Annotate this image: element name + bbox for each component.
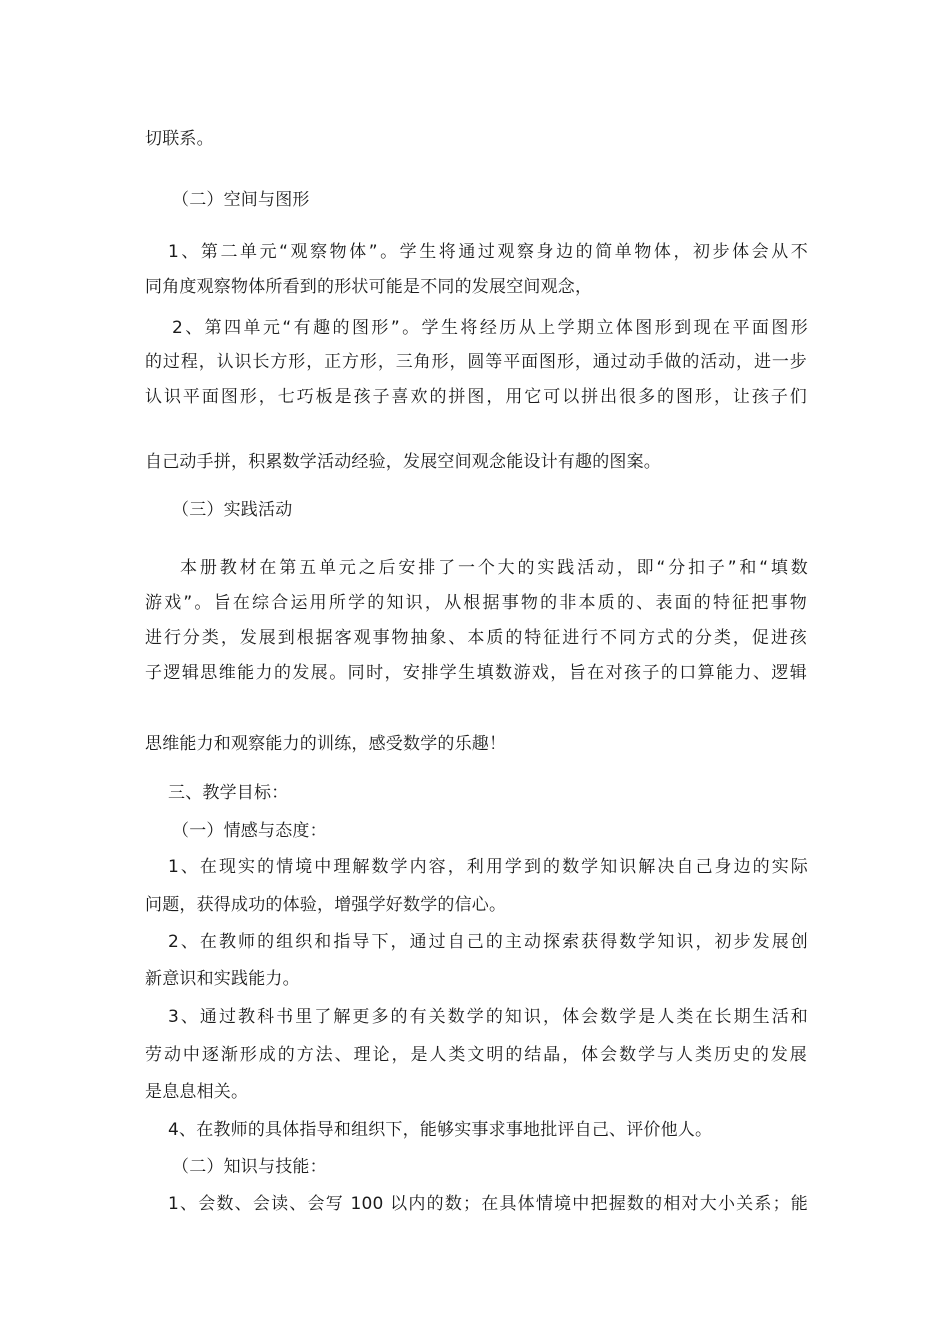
subsection-heading: （二）知识与技能： <box>172 1157 327 1177</box>
paragraph-line: 新意识和实践能力。 <box>145 969 300 989</box>
paragraph-line: 游戏”。旨在综合运用所学的知识，从根据事物的非本质的、表面的特征把事物 <box>145 593 807 613</box>
paragraph-line: 1、会数、会读、会写 100 以内的数；在具体情境中把握数的相对大小关系；能 <box>168 1194 808 1214</box>
paragraph-line: 认识平面图形，七巧板是孩子喜欢的拼图，用它可以拼出很多的图形，让孩子们 <box>145 387 807 407</box>
paragraph-line: 同角度观察物体所看到的形状可能是不同的发展空间观念， <box>145 277 593 297</box>
section-heading: 三、教学目标： <box>168 783 289 803</box>
paragraph-line: 切联系。 <box>145 129 214 149</box>
paragraph-line: 思维能力和观察能力的训练，感受数学的乐趣！ <box>145 734 507 754</box>
paragraph-line: 1、在现实的情境中理解数学内容，利用学到的数学知识解决自己身边的实际 <box>168 857 808 877</box>
paragraph-line: 劳动中逐渐形成的方法、理论，是人类文明的结晶，体会数学与人类历史的发展 <box>145 1045 807 1065</box>
section-heading: （二）空间与图形 <box>172 190 310 210</box>
section-heading: （三）实践活动 <box>172 500 293 520</box>
paragraph-line: 问题，获得成功的体验，增强学好数学的信心。 <box>145 895 507 915</box>
subsection-heading: （一）情感与态度： <box>172 821 327 841</box>
paragraph-line: 自己动手拼，积累数学活动经验，发展空间观念能设计有趣的图案。 <box>145 452 661 472</box>
paragraph-line: 是息息相关。 <box>145 1082 249 1102</box>
paragraph-line: 2、第四单元“有趣的图形”。学生将经历从上学期立体图形到现在平面图形 <box>172 318 808 338</box>
paragraph-line: 的过程，认识长方形，正方形，三角形，圆等平面图形，通过动手做的活动，进一步 <box>145 352 807 372</box>
paragraph-line: 2、在教师的组织和指导下，通过自己的主动探索获得数学知识，初步发展创 <box>168 932 808 952</box>
paragraph-line: 4、在教师的具体指导和组织下，能够实事求事地批评自己、评价他人。 <box>168 1120 713 1140</box>
paragraph-line: 进行分类，发展到根据客观事物抽象、本质的特征进行不同方式的分类，促进孩 <box>145 628 807 648</box>
paragraph-line: 子逻辑思维能力的发展。同时，安排学生填数游戏，旨在对孩子的口算能力、逻辑 <box>145 663 807 683</box>
paragraph-line: 3、通过教科书里了解更多的有关数学的知识，体会数学是人类在长期生活和 <box>168 1007 808 1027</box>
paragraph-line: 本册教材在第五单元之后安排了一个大的实践活动，即“分扣子”和“填数 <box>180 558 808 578</box>
paragraph-line: 1、第二单元“观察物体”。学生将通过观察身边的简单物体，初步体会从不 <box>168 242 808 262</box>
